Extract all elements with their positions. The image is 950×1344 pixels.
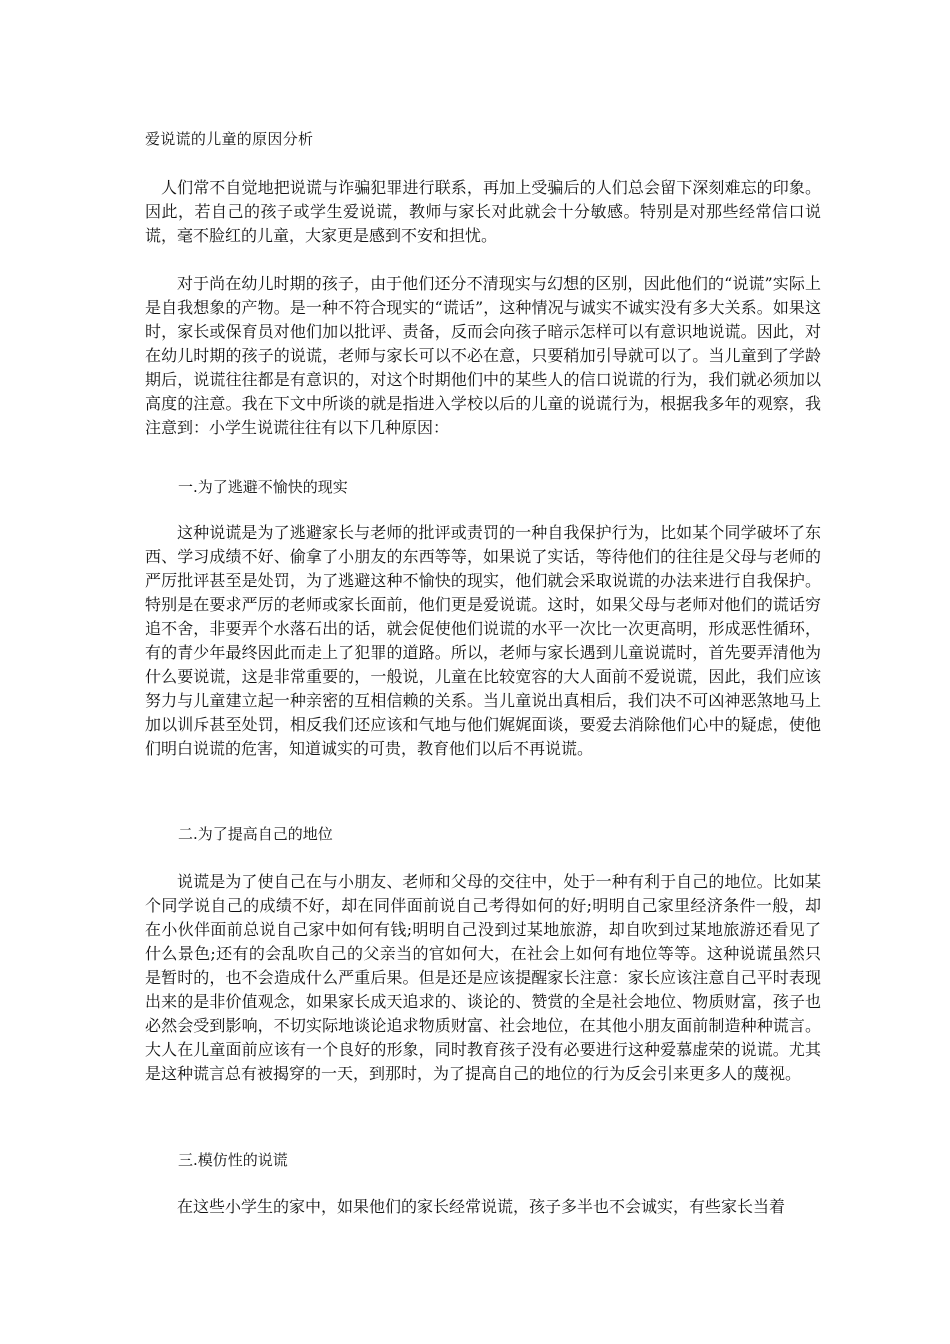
- section-heading-1: 一.为了逃避不愉快的现实: [178, 478, 348, 496]
- document-title: 爱说谎的儿童的原因分析: [145, 130, 314, 148]
- paragraph-section-2: 说谎是为了使自己在与小朋友、老师和父母的交往中，处于一种有利于自己的地位。比如某个同学说自己的成绩不好，却在同伴面前说自己考得如何的好;明明自己家里经济条件一般，却在小伙伴面前总说自己家中如何有钱;明明自己没到过某地旅游，却自吹到过某地旅游还看见了什么景色;还有的会乱吹自己的父亲当的官如何大，在社会上如何有地位等等。这种说谎虽然只是暂时的，也不会造成什么严重后果。但是还是应该提醒家长注意：家长应该注意自己平时表现出来的是非价值观念，如果家长成天追求的、谈论的、赞赏的全是社会地位、物质财富，孩子也必然会受到影响，不切实际地谈论追求物质财富、社会地位，在其他小朋友面前制造种种谎言。大人在儿童面前应该有一个良好的形象，同时教育孩子没有必要进行这种爱慕虚荣的说谎。尤其是这种谎言总有被揭穿的一天，到那时，为了提高自己的地位的行为反会引来更多人的蔑视。: [145, 872, 821, 1083]
- paragraph-intro: 人们常不自觉地把说谎与诈骗犯罪进行联系，再加上受骗后的人们总会留下深刻难忘的印象。因此，若自己的孩子或学生爱说谎，教师与家长对此就会十分敏感。特别是对那些经常信口说谎，毫不脸红的儿童，大家更是感到不安和担忧。: [145, 178, 821, 245]
- section-heading-2: 二.为了提高自己的地位: [178, 825, 333, 843]
- paragraph-section-1: 这种说谎是为了逃避家长与老师的批评或责罚的一种自我保护行为，比如某个同学破坏了东西、学习成绩不好、偷拿了小朋友的东西等等，如果说了实话，等待他们的往往是父母与老师的严厉批评甚至是处罚，为了逃避这种不愉快的现实，他们就会采取说谎的办法来进行自我保护。特别是在要求严厉的老师或家长面前，他们更是爱说谎。这时，如果父母与老师对他们的谎话穷追不舍，非要弄个水落石出的话，就会促使他们说谎的水平一次比一次更高明，形成恶性循环，有的青少年最终因此而走上了犯罪的道路。所以，老师与家长遇到儿童说谎时，首先要弄清他为什么要说谎，这是非常重要的，一般说，儿童在比较宽容的大人面前不爱说谎，因此，我们应该努力与儿童建立起一种亲密的互相信赖的关系。当儿童说出真相后，我们决不可凶神恶煞地马上加以训斥甚至处罚，相反我们还应该和气地与他们娓娓面谈，要爱去消除他们心中的疑虑，使他们明白说谎的危害，知道诚实的可贵，教育他们以后不再说谎。: [145, 523, 821, 758]
- paragraph-section-3: 在这些小学生的家中，如果他们的家长经常说谎，孩子多半也不会诚实，有些家长当着: [177, 1197, 786, 1216]
- section-heading-3: 三.模仿性的说谎: [178, 1151, 288, 1169]
- paragraph-early-childhood: 对于尚在幼儿时期的孩子，由于他们还分不清现实与幻想的区别，因此他们的“说谎”实际上是自我想象的产物。是一种不符合现实的“谎话”，这种情况与诚实不诚实没有多大关系。如果这时，家长或保育员对他们加以批评、责备，反而会向孩子暗示怎样可以有意识地说谎。因此，对在幼儿时期的孩子的说谎，老师与家长可以不必在意，只要稍加引导就可以了。当儿童到了学龄期后，说谎往往都是有意识的，对这个时期他们中的某些人的信口说谎的行为，我们就必须加以高度的注意。我在下文中所谈的就是指进入学校以后的儿童的说谎行为，根据我多年的观察，我注意到：小学生说谎往往有以下几种原因：: [145, 274, 821, 437]
